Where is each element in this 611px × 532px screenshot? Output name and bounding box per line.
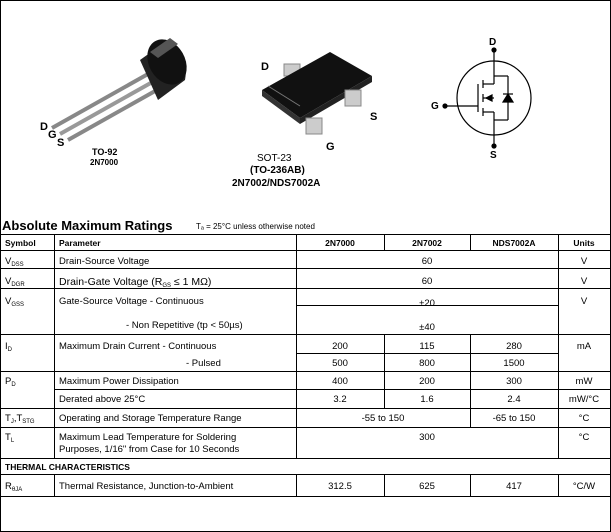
vdgr-value: 60 xyxy=(421,276,433,287)
vdss-symbol: $V_{DSS}$ xyxy=(5,256,24,268)
header-symbol: Symbol xyxy=(5,238,36,248)
pd-unit: mW xyxy=(575,376,593,387)
id-pulsed-nds7002a: 1500 xyxy=(503,358,525,369)
to92-pin-g: G xyxy=(48,129,57,141)
tl-symbol: $T_L$ xyxy=(5,432,15,444)
mosfet-symbol xyxy=(443,48,531,148)
vgss-symbol: $V_{GSS}$ xyxy=(5,296,25,308)
tj-nds7002a: -65 to 150 xyxy=(492,413,536,424)
id-nds7002a: 280 xyxy=(506,341,522,352)
pd-derating-2n7002: 1.6 xyxy=(420,394,434,405)
sot23-part-numbers: 2N7002/NDS7002A xyxy=(232,178,321,189)
symbol-pin-d: D xyxy=(489,37,497,48)
pd-derating-unit: mW/°C xyxy=(568,394,600,405)
sot23-alt-name: (TO-236AB) xyxy=(250,165,305,176)
vgss-value: ±20 xyxy=(419,298,435,309)
id-2n7000: 200 xyxy=(332,341,348,352)
vgss-parameter: Gate-Source Voltage - Continuous xyxy=(59,296,204,307)
tl-unit: °C xyxy=(578,432,590,443)
tl-parameter-line2: Purposes, 1/16" from Case for 10 Seconds xyxy=(59,444,240,455)
pd-2n7000: 400 xyxy=(332,376,348,387)
to92-pin-s: S xyxy=(57,137,65,149)
vgss-value-nonrep: ±40 xyxy=(419,322,435,333)
header-parameter: Parameter xyxy=(59,238,101,248)
vdss-unit: V xyxy=(580,256,588,267)
id-pulsed-2n7002: 800 xyxy=(419,358,435,369)
to92-part-number: 2N7000 xyxy=(90,158,119,167)
header-units: Units xyxy=(573,238,595,248)
sot23-package-name: SOT-23 xyxy=(257,153,292,164)
sot23-pin-s: S xyxy=(370,111,378,123)
tj-2n7000-2n7002: -55 to 150 xyxy=(361,413,405,424)
tl-parameter: Maximum Lead Temperature for Soldering xyxy=(59,432,237,443)
pd-derating-2n7000: 3.2 xyxy=(333,394,347,405)
rth-nds7002a: 417 xyxy=(506,481,522,492)
pd-nds7002a: 300 xyxy=(506,376,522,387)
symbol-pin-s: S xyxy=(490,150,497,161)
tj-symbol: $T_J,T_{STG}$ xyxy=(5,413,35,425)
header-nds7002a: NDS7002A xyxy=(492,238,536,248)
pd-2n7002: 200 xyxy=(419,376,435,387)
header-2n7000: 2N7000 xyxy=(325,238,355,248)
pd-derating-nds7002a: 2.4 xyxy=(507,394,521,405)
rth-unit: °C/W xyxy=(572,481,596,492)
rth-symbol: $R_{\theta JA}$ xyxy=(5,481,23,493)
vdgr-symbol: $V_{DGR}$ xyxy=(5,276,25,288)
symbol-pin-g: G xyxy=(431,101,439,112)
id-unit: mA xyxy=(576,341,592,352)
vgss-parameter-nonrep: - Non Repetitive (tp < 50µs) xyxy=(126,320,243,331)
id-parameter: Maximum Drain Current - Continuous xyxy=(59,341,217,352)
id-symbol: $I_D$ xyxy=(5,341,12,353)
pd-symbol: $P_D$ xyxy=(5,376,16,388)
section-title: Absolute Maximum Ratings xyxy=(2,218,173,233)
header-2n7002: 2N7002 xyxy=(412,238,442,248)
vdgr-unit: V xyxy=(580,276,588,287)
id-pulsed-2n7000: 500 xyxy=(332,358,348,369)
rth-2n7002: 625 xyxy=(419,481,435,492)
to92-pin-d: D xyxy=(40,121,48,133)
id-2n7002: 115 xyxy=(419,341,435,352)
rth-parameter: Thermal Resistance, Junction-to-Ambient xyxy=(59,481,234,492)
vdss-value: 60 xyxy=(421,256,433,267)
vdgr-parameter: Drain-Gate Voltage ($R_{GS} \le 1$ MΩ) xyxy=(59,276,212,289)
tl-value: 300 xyxy=(419,432,435,443)
vdss-parameter: Drain-Source Voltage xyxy=(59,256,150,267)
section-note: Tₐ = 25°C unless otherwise noted xyxy=(196,222,315,231)
to92-drawing xyxy=(52,32,195,140)
id-parameter-pulsed: - Pulsed xyxy=(186,358,221,369)
sot23-pin-g: G xyxy=(326,141,335,153)
rth-2n7000: 312.5 xyxy=(328,481,352,492)
sot23-drawing xyxy=(262,52,372,134)
tj-unit: °C xyxy=(578,413,590,424)
vgss-unit: V xyxy=(580,296,588,307)
sot23-pin-d: D xyxy=(261,61,269,73)
pd-derating-parameter: Derated above 25°C xyxy=(59,394,146,405)
pd-parameter: Maximum Power Dissipation xyxy=(59,376,179,387)
to92-package-name: TO-92 xyxy=(92,147,118,157)
thermal-section-title: THERMAL CHARACTERISTICS xyxy=(5,462,130,472)
tj-parameter: Operating and Storage Temperature Range xyxy=(59,413,242,424)
package-drawings xyxy=(0,0,611,215)
